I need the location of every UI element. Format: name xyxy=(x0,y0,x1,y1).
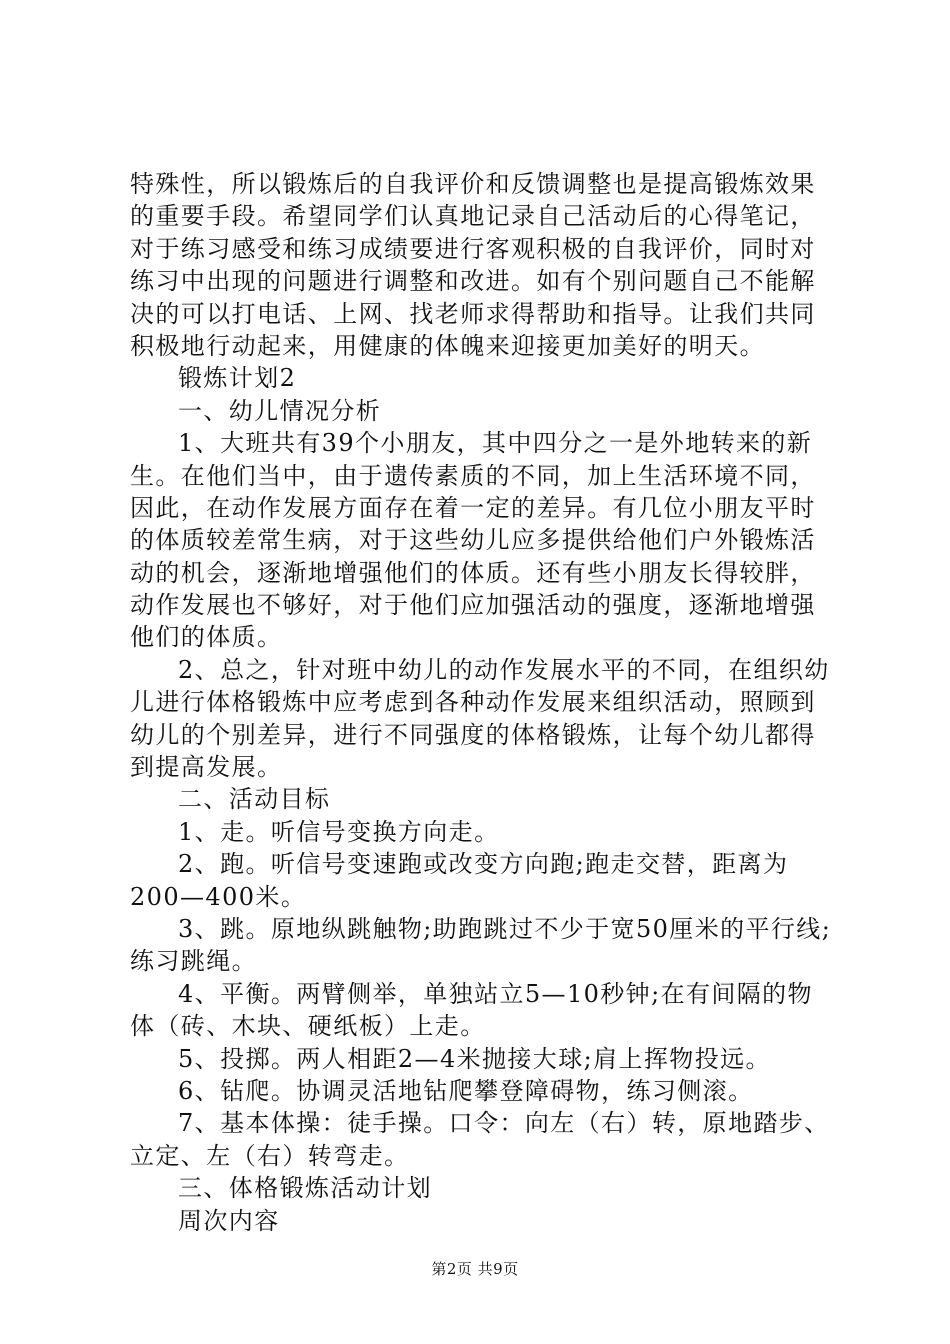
document-line: 动的机会，逐渐地增强他们的体质。还有些小朋友长得较胖， xyxy=(130,558,816,587)
document-line: 体（砖、木块、硬纸板）上走。 xyxy=(130,1012,486,1041)
document-line: 锻炼计划2 xyxy=(178,364,297,393)
document-line: 的体质较差常生病，对于这些幼儿应多提供给他们户外锻炼活 xyxy=(130,526,816,555)
document-line: 一、幼儿情况分析 xyxy=(178,396,382,425)
document-line: 200—400米。 xyxy=(130,882,307,911)
document-line: 二、活动目标 xyxy=(178,785,331,814)
document-line: 积极地行动起来，用健康的体魄来迎接更加美好的明天。 xyxy=(130,331,765,360)
document-line: 对于练习感受和练习成绩要进行客观积极的自我评价，同时对 xyxy=(130,234,816,263)
document-line: 立定、左（右）转弯走。 xyxy=(130,1141,410,1170)
document-line: 1、大班共有39个小朋友，其中四分之一是外地转来的新 xyxy=(178,429,813,458)
document-line: 他们的体质。 xyxy=(130,623,283,652)
document-body xyxy=(130,168,830,1237)
document-line: 2、总之，针对班中幼儿的动作发展水平的不同，在组织幼 xyxy=(178,655,830,684)
document-line: 的重要手段。希望同学们认真地记录自己活动后的心得笔记， xyxy=(130,202,816,231)
document-line: 3、跳。原地纵跳触物;助跑跳过不少于宽50厘米的平行线; xyxy=(178,914,832,943)
document-line: 决的可以打电话、上网、找老师求得帮助和指导。让我们共同 xyxy=(130,299,816,328)
document-line: 4、平衡。两臂侧举，单独站立5—10秒钟;在有间隔的物 xyxy=(178,979,813,1008)
page-footer: 第2页 共9页 xyxy=(431,1260,519,1278)
document-line: 周次内容 xyxy=(178,1206,280,1235)
document-line: 6、钻爬。协调灵活地钻爬攀登障碍物，练习侧滚。 xyxy=(178,1076,754,1105)
document-line: 5、投掷。两人相距2—4米抛接大球;肩上挥物投远。 xyxy=(178,1044,771,1073)
document-line: 三、体格锻炼活动计划 xyxy=(178,1174,432,1203)
document-line: 练习中出现的问题进行调整和改进。如有个别问题自己不能解 xyxy=(130,267,816,296)
document-line: 1、走。听信号变换方向走。 xyxy=(178,817,500,846)
document-line: 幼儿的个别差异，进行不同强度的体格锻炼，让每个幼儿都得 xyxy=(130,720,816,749)
document-line: 生。在他们当中，由于遗传素质的不同，加上生活环境不同， xyxy=(130,461,816,490)
document-line: 动作发展也不够好，对于他们应加强活动的强度，逐渐地增强 xyxy=(130,591,816,620)
document-line: 因此，在动作发展方面存在着一定的差异。有几位小朋友平时 xyxy=(130,493,816,522)
document-line: 练习跳绳。 xyxy=(130,947,257,976)
document-line: 7、基本体操：徒手操。口令：向左（右）转，原地踏步、 xyxy=(178,1109,830,1138)
document-line: 到提高发展。 xyxy=(130,753,283,782)
document-line: 特殊性，所以锻炼后的自我评价和反馈调整也是提高锻炼效果 xyxy=(130,170,816,198)
document-line: 儿进行体格锻炼中应考虑到各种动作发展来组织活动，照顾到 xyxy=(130,688,816,717)
document-line: 2、跑。听信号变速跑或改变方向跑;跑走交替，距离为 xyxy=(178,850,789,879)
